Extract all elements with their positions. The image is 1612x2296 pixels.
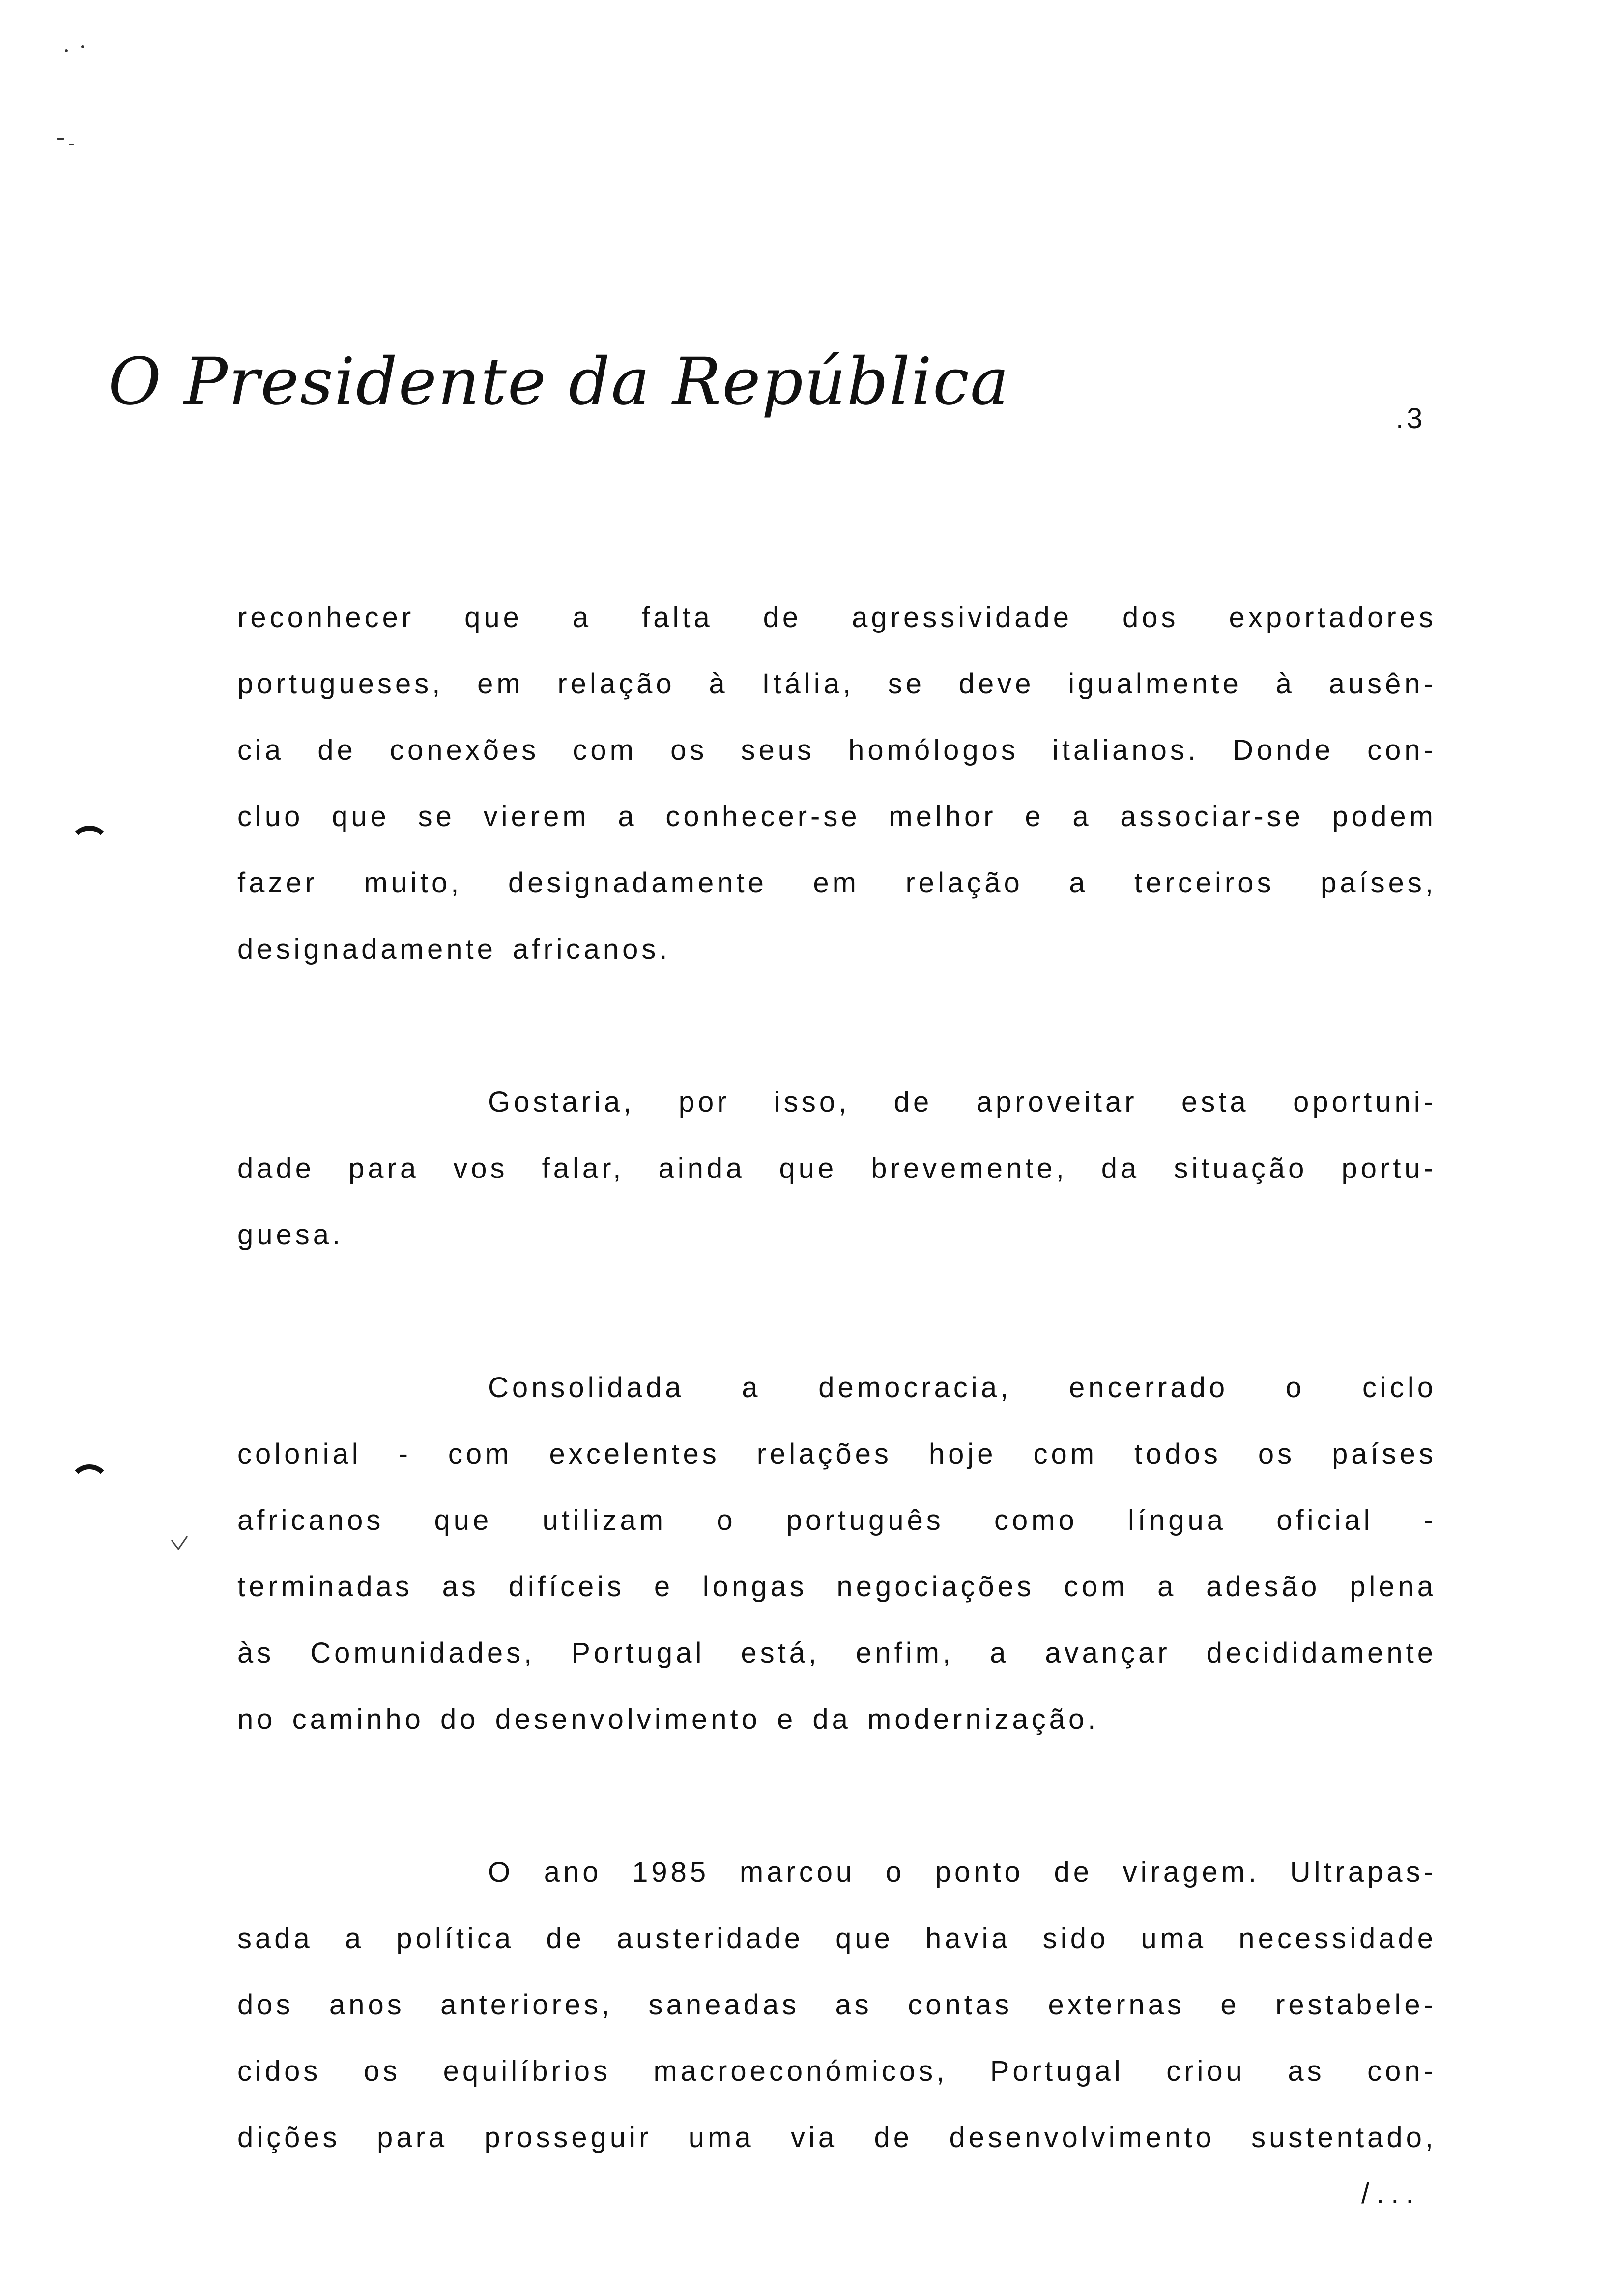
punch-hole-mark [69,826,110,867]
text-line: colonial - com excelentes relações hoje com todos os países [237,1438,1437,1470]
text-line: cluo que se vierem a conhecer-se melhor e a associar-se podem [237,801,1437,832]
text-line: africanos que utilizam o português como língua oficial - [237,1504,1437,1536]
text-line: reconhecer que a falta de agressividade dos exportadores [237,602,1437,633]
text-line: Gostaria, por isso, de aproveitar esta oportuni- [488,1086,1437,1118]
page-number: .3 [1396,402,1426,434]
punch-hole-mark [69,1464,110,1506]
text-line: dições para prosseguir uma via de desenvolvimento sustentado, [237,2122,1437,2153]
text-line: cidos os equilíbrios macroeconómicos, Portugal criou as con- [237,2055,1437,2087]
body-text [237,596,1437,2182]
scan-speck [65,49,68,52]
text-line: terminadas as difíceis e longas negociações com a adesão plena [237,1571,1437,1603]
scan-speck [69,144,74,145]
paragraph-1 [237,596,1437,994]
text-line: designadamente africanos. [237,933,671,965]
text-line: guesa. [237,1219,344,1251]
text-line: no caminho do desenvolvimento e da modernização. [237,1703,1099,1735]
text-line: dade para vos falar, ainda que brevemente, da situação portu- [237,1152,1437,1184]
text-line: dos anos anteriores, saneadas as contas externas e restabele- [237,1989,1437,2021]
text-line: cia de conexões com os seus homólogos italianos. Donde con- [237,734,1437,766]
continuation-mark: /... [1361,2178,1421,2210]
paragraph-3 [237,1366,1437,1764]
text-line: O ano 1985 marcou o ponto de viragem. Ultrapas- [488,1856,1437,1888]
text-line: portugueses, em relação à Itália, se deve igualmente à ausên- [237,668,1437,700]
paragraph-2 [237,1080,1437,1279]
letterhead: O Presidente da República [108,344,1010,420]
text-line: sada a política de austeridade que havia sido uma necessidade [237,1923,1437,1954]
margin-check-mark [170,1533,189,1553]
scan-speck [57,138,64,140]
scan-speck [81,45,84,48]
text-line: às Comunidades, Portugal está, enfim, a avançar decididamente [237,1637,1437,1669]
text-line: Consolidada a democracia, encerrado o ciclo [488,1372,1437,1404]
paragraph-4 [237,1850,1437,2182]
text-line: fazer muito, designadamente em relação a terceiros países, [237,867,1437,899]
